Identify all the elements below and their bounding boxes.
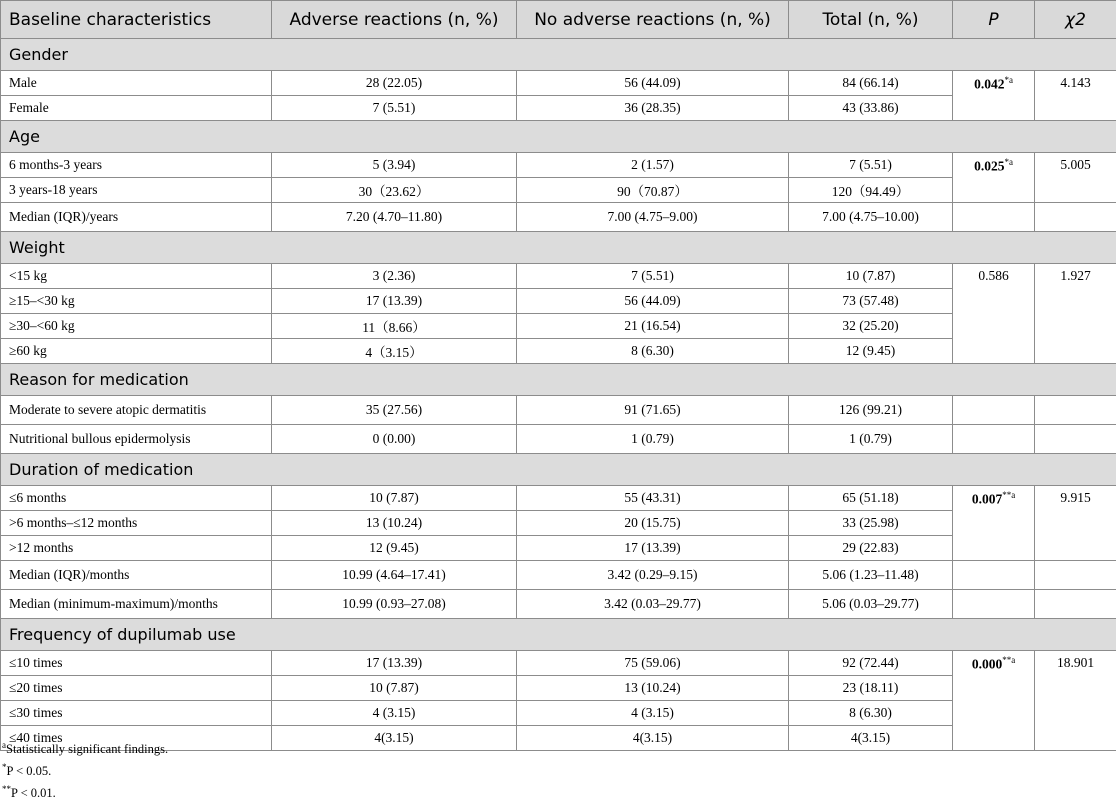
- table-row: [1, 314, 1116, 339]
- p-value-marker: *a: [1004, 157, 1013, 167]
- p-value: 0.025: [974, 159, 1004, 174]
- adverse-cell: 10 (7.87): [272, 676, 517, 701]
- footnote-marker: *: [2, 762, 7, 772]
- p-value: 0.586: [978, 268, 1008, 283]
- p-value-cell: [953, 396, 1035, 425]
- row-label: ≤6 months: [1, 486, 272, 511]
- total-cell: 33 (25.98): [789, 511, 953, 536]
- total-cell: 32 (25.20): [789, 314, 953, 339]
- total-cell: 12 (9.45): [789, 339, 953, 364]
- footnote-marker: a: [2, 740, 6, 750]
- no-adverse-cell: 17 (13.39): [517, 536, 789, 561]
- no-adverse-cell: 55 (43.31): [517, 486, 789, 511]
- row-label: <15 kg: [1, 264, 272, 289]
- total-cell: 43 (33.86): [789, 96, 953, 121]
- total-cell: 7 (5.51): [789, 153, 953, 178]
- no-adverse-cell: 8 (6.30): [517, 339, 789, 364]
- total-cell: 73 (57.48): [789, 289, 953, 314]
- header-baseline-characteristics: Baseline characteristics: [1, 1, 272, 39]
- no-adverse-cell: 20 (15.75): [517, 511, 789, 536]
- p-value-cell: [953, 590, 1035, 619]
- chi-square-cell: [1035, 425, 1116, 454]
- no-adverse-cell: 4 (3.15): [517, 701, 789, 726]
- row-label: Male: [1, 71, 272, 96]
- table-row: [1, 590, 1116, 619]
- table-row: [1, 339, 1116, 364]
- row-label: Median (IQR)/years: [1, 203, 272, 232]
- table-row: [1, 396, 1116, 425]
- total-cell: 120（94.49）: [789, 178, 953, 203]
- p-value: 0.007: [972, 492, 1002, 507]
- table-row: [1, 511, 1116, 536]
- header-adverse-reactions: [272, 1, 517, 39]
- adverse-cell: 10.99 (0.93–27.08): [272, 590, 517, 619]
- no-adverse-cell: 1 (0.79): [517, 425, 789, 454]
- adverse-cell: 10.99 (4.64–17.41): [272, 561, 517, 590]
- adverse-cell: 4（3.15）: [272, 339, 517, 364]
- total-cell: 65 (51.18): [789, 486, 953, 511]
- chi-square-cell: [1035, 590, 1116, 619]
- adverse-cell: 11（8.66）: [272, 314, 517, 339]
- section-title: Weight: [1, 232, 1116, 264]
- table-row: [1, 486, 1116, 511]
- adverse-cell: 7.20 (4.70–11.80): [272, 203, 517, 232]
- no-adverse-cell: 75 (59.06): [517, 651, 789, 676]
- row-label: ≤30 times: [1, 701, 272, 726]
- table-row: [1, 71, 1116, 96]
- section-title: Reason for medication: [1, 364, 1116, 396]
- table-row: [1, 289, 1116, 314]
- table-row: [1, 701, 1116, 726]
- table-row: [1, 264, 1116, 289]
- p-value-marker: *a: [1004, 75, 1013, 85]
- row-label: >12 months: [1, 536, 272, 561]
- no-adverse-cell: 90（70.87）: [517, 178, 789, 203]
- table-body: [1, 39, 1116, 751]
- row-label: ≤20 times: [1, 676, 272, 701]
- chi-square-cell: 4.143: [1035, 71, 1116, 121]
- row-label: Median (minimum-maximum)/months: [1, 590, 272, 619]
- header-no-adverse-reactions: No adverse reactions (n, %): [517, 1, 789, 39]
- adverse-cell: 30（23.62）: [272, 178, 517, 203]
- section-title: Gender: [1, 39, 1116, 71]
- no-adverse-cell: 3.42 (0.29–9.15): [517, 561, 789, 590]
- p-value: 0.000: [972, 657, 1002, 672]
- adverse-cell: 17 (13.39): [272, 289, 517, 314]
- table-row: [1, 651, 1116, 676]
- section-header-row: [1, 364, 1116, 396]
- total-cell: 126 (99.21): [789, 396, 953, 425]
- section-header-row: [1, 232, 1116, 264]
- table-row: [1, 561, 1116, 590]
- header-total: Total (n, %): [789, 1, 953, 39]
- no-adverse-cell: 56 (44.09): [517, 289, 789, 314]
- footnote-text: P < 0.05.: [7, 764, 52, 778]
- section-header-row: [1, 454, 1116, 486]
- row-label: ≤40 times: [1, 726, 272, 751]
- row-label: Nutritional bullous epidermolysis: [1, 425, 272, 454]
- no-adverse-cell: 7 (5.51): [517, 264, 789, 289]
- p-value-cell: [953, 651, 1035, 751]
- chi-square-cell: [1035, 396, 1116, 425]
- no-adverse-cell: 4(3.15): [517, 726, 789, 751]
- footnote-text: P < 0.01.: [11, 786, 56, 800]
- table-row: [1, 153, 1116, 178]
- adverse-cell: 3 (2.36): [272, 264, 517, 289]
- p-value-cell: [953, 153, 1035, 203]
- footnote-significant: [2, 736, 168, 758]
- p-value-cell: [953, 425, 1035, 454]
- row-label: ≤10 times: [1, 651, 272, 676]
- total-cell: 4(3.15): [789, 726, 953, 751]
- chi-square-cell: [1035, 561, 1116, 590]
- footnotes: [2, 736, 168, 802]
- adverse-cell: 17 (13.39): [272, 651, 517, 676]
- total-cell: 8 (6.30): [789, 701, 953, 726]
- row-label: Moderate to severe atopic dermatitis: [1, 396, 272, 425]
- p-value-marker: **a: [1002, 490, 1015, 500]
- row-label: ≥30–<60 kg: [1, 314, 272, 339]
- total-cell: 1 (0.79): [789, 425, 953, 454]
- row-label: Median (IQR)/months: [1, 561, 272, 590]
- section-title: Duration of medication: [1, 454, 1116, 486]
- no-adverse-cell: 36 (28.35): [517, 96, 789, 121]
- p-value-cell: [953, 486, 1035, 561]
- p-value-cell: [953, 71, 1035, 121]
- no-adverse-cell: 7.00 (4.75–9.00): [517, 203, 789, 232]
- adverse-cell: 0 (0.00): [272, 425, 517, 454]
- adverse-cell: 28 (22.05): [272, 71, 517, 96]
- footnote-text: Statistically significant findings.: [6, 742, 168, 756]
- row-label: Female: [1, 96, 272, 121]
- p-value-cell: [953, 203, 1035, 232]
- adverse-cell: 5 (3.94): [272, 153, 517, 178]
- row-label: ≥60 kg: [1, 339, 272, 364]
- adverse-cell: 7 (5.51): [272, 96, 517, 121]
- total-cell: 23 (18.11): [789, 676, 953, 701]
- total-cell: 5.06 (1.23–11.48): [789, 561, 953, 590]
- total-cell: 92 (72.44): [789, 651, 953, 676]
- row-label: >6 months–≤12 months: [1, 511, 272, 536]
- row-label: ≥15–<30 kg: [1, 289, 272, 314]
- chi-square-cell: 5.005: [1035, 153, 1116, 203]
- header-chi-square: χ2: [1035, 1, 1116, 39]
- header-p-value: P: [953, 1, 1035, 39]
- total-cell: 29 (22.83): [789, 536, 953, 561]
- footnote-p005: [2, 758, 168, 780]
- footnote-p001: [2, 780, 168, 802]
- table-row: [1, 96, 1116, 121]
- total-cell: 10 (7.87): [789, 264, 953, 289]
- section-header-row: [1, 619, 1116, 651]
- row-label: 3 years-18 years: [1, 178, 272, 203]
- no-adverse-cell: 3.42 (0.03–29.77): [517, 590, 789, 619]
- adverse-cell: 10 (7.87): [272, 486, 517, 511]
- chi-square-cell: 9.915: [1035, 486, 1116, 561]
- section-title: Frequency of dupilumab use: [1, 619, 1116, 651]
- p-value-cell: [953, 264, 1035, 364]
- total-cell: 7.00 (4.75–10.00): [789, 203, 953, 232]
- p-value-cell: [953, 561, 1035, 590]
- total-cell: 5.06 (0.03–29.77): [789, 590, 953, 619]
- adverse-cell: 13 (10.24): [272, 511, 517, 536]
- table-row: [1, 203, 1116, 232]
- header-row: [1, 1, 1116, 39]
- chi-square-cell: [1035, 203, 1116, 232]
- section-title: Age: [1, 121, 1116, 153]
- header-adverse-reactions-label: Adverse reactions (n, %): [289, 10, 498, 30]
- p-value-marker: **a: [1002, 655, 1015, 665]
- adverse-cell: 12 (9.45): [272, 536, 517, 561]
- section-header-row: [1, 39, 1116, 71]
- chi-square-cell: 18.901: [1035, 651, 1116, 751]
- adverse-cell: 4(3.15): [272, 726, 517, 751]
- table-row: [1, 425, 1116, 454]
- no-adverse-cell: 21 (16.54): [517, 314, 789, 339]
- no-adverse-cell: 91 (71.65): [517, 396, 789, 425]
- no-adverse-cell: 2 (1.57): [517, 153, 789, 178]
- adverse-cell: 4 (3.15): [272, 701, 517, 726]
- adverse-cell: 35 (27.56): [272, 396, 517, 425]
- footnote-marker: **: [2, 784, 11, 794]
- no-adverse-cell: 56 (44.09): [517, 71, 789, 96]
- total-cell: 84 (66.14): [789, 71, 953, 96]
- chi-square-cell: 1.927: [1035, 264, 1116, 364]
- table-row: [1, 178, 1116, 203]
- no-adverse-cell: 13 (10.24): [517, 676, 789, 701]
- p-value: 0.042: [974, 77, 1004, 92]
- section-header-row: [1, 121, 1116, 153]
- table-row: [1, 536, 1116, 561]
- table-row: [1, 676, 1116, 701]
- row-label: 6 months-3 years: [1, 153, 272, 178]
